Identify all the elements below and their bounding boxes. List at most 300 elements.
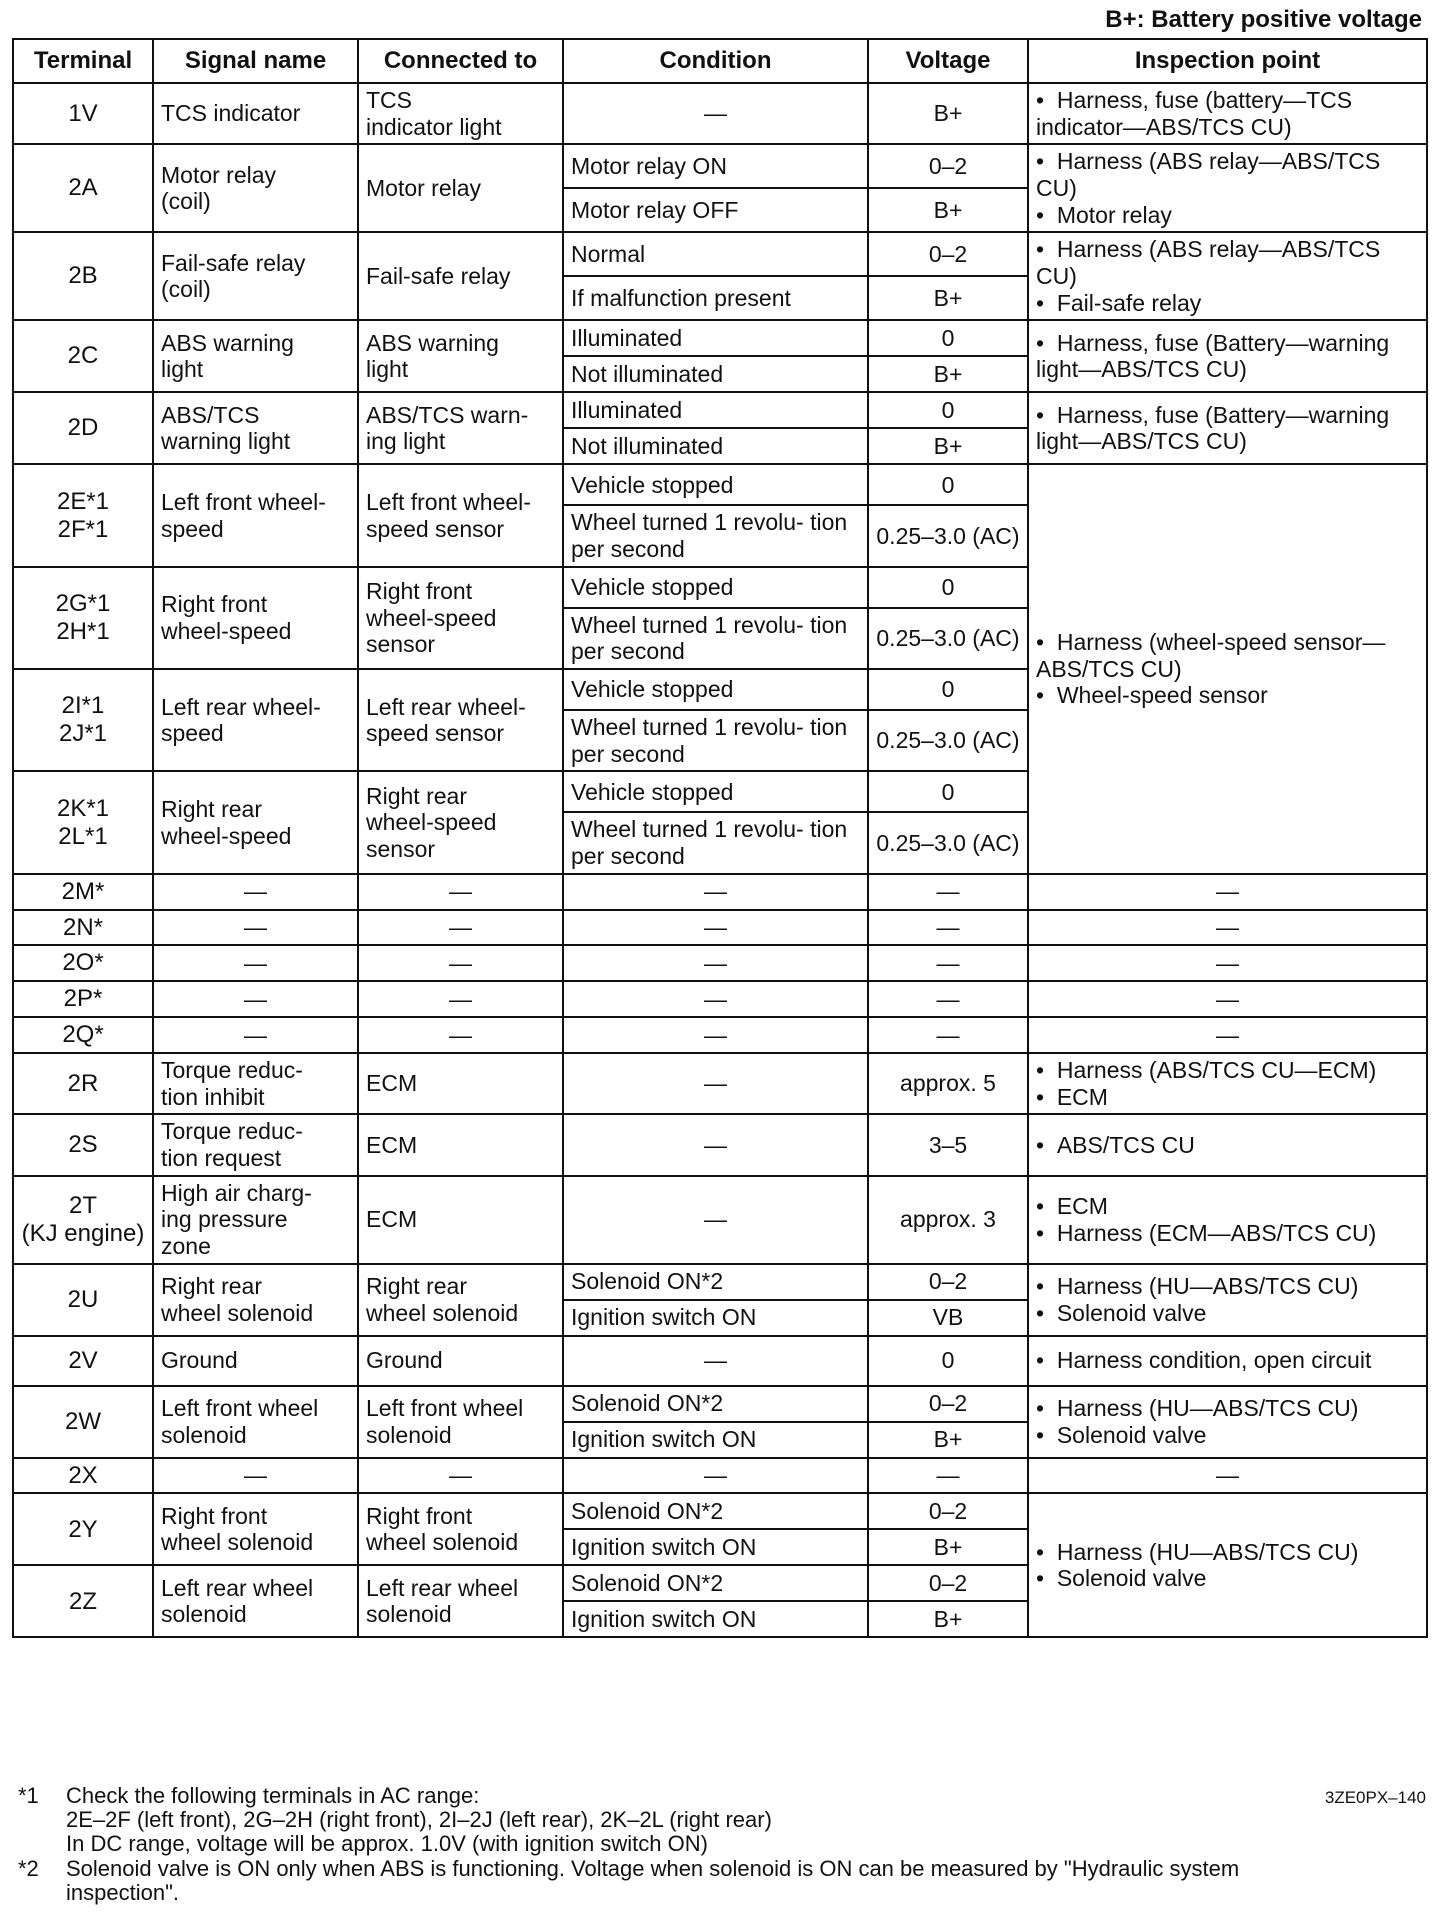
signal-name-cell [153, 1176, 358, 1264]
signal-name-line: speed [161, 515, 224, 542]
terminal-cell [13, 392, 153, 464]
signal-name-line: Right front [161, 591, 268, 618]
signal-name-line: ABS warning [161, 329, 294, 356]
signal-name-line: — [244, 949, 267, 976]
inspection-item: • Harness (HU—ABS/TCS CU) [1036, 1395, 1419, 1422]
voltage-cell: B+ [868, 188, 1028, 232]
connected-to-line: Motor relay [366, 175, 482, 202]
condition-cell: — [563, 1176, 868, 1264]
connected-to-cell [358, 669, 563, 771]
connected-to-line: Right rear [366, 1272, 467, 1299]
voltage-cell: 0.25–3.0 (AC) [868, 608, 1028, 669]
connected-to-line: wheel-speed [366, 604, 497, 631]
terminal-label: 2S [68, 1130, 98, 1158]
voltage-cell: 0 [868, 669, 1028, 710]
connected-to-line: ABS warning [366, 329, 499, 356]
voltage-cell: 0–2 [868, 1565, 1028, 1601]
inspection-item: • Harness, fuse (battery—TCS indicator—ABS/TCS CU) [1036, 87, 1419, 140]
terminal-label: 2G*1 [55, 590, 111, 618]
header-inspection-point: Inspection point [1028, 39, 1427, 83]
inspection-item: • Harness (HU—ABS/TCS CU) [1036, 1539, 1419, 1566]
signal-name-line: Torque reduc- [161, 1056, 303, 1083]
connected-to-line: Right rear [366, 782, 467, 809]
connected-to-cell [358, 392, 563, 464]
connected-to-line: Right front [366, 577, 473, 604]
terminal-cell [13, 1458, 153, 1494]
terminal-cell [13, 464, 153, 566]
footnote-line: Solenoid valve is ON only when ABS is functioning. Voltage when solenoid is ON can be measured by "Hydraulic system [66, 1855, 1240, 1881]
inspection-point-cell [1028, 981, 1427, 1017]
signal-name-cell [153, 1114, 358, 1175]
inspection-point-cell [1028, 232, 1427, 320]
inspection-point-cell [1028, 1458, 1427, 1494]
voltage-cell: approx. 3 [868, 1176, 1028, 1264]
table-row [13, 232, 1427, 276]
condition-cell: Ignition switch ON [563, 1529, 868, 1565]
terminal-label: 2T [68, 1191, 97, 1219]
inspection-item: • Motor relay [1036, 202, 1419, 229]
inspection-item: • Solenoid valve [1036, 1300, 1419, 1327]
connected-to-cell [358, 981, 563, 1017]
signal-name-line: wheel solenoid [161, 1299, 314, 1326]
inspection-point-cell [1028, 464, 1427, 873]
footnotes [18, 1784, 1428, 1905]
condition-cell: Vehicle stopped [563, 464, 868, 505]
condition-cell: Illuminated [563, 320, 868, 356]
header-voltage: Voltage [868, 39, 1028, 83]
terminal-label: 2W [65, 1407, 101, 1435]
footnote-line: 2E–2F (left front), 2G–2H (right front), 2I–2J (left rear), 2K–2L (right rear) [66, 1807, 772, 1833]
inspection-item: • ECM [1036, 1193, 1419, 1220]
terminal-label: 2V [68, 1346, 98, 1374]
table-row [13, 320, 1427, 356]
voltage-cell: 0–2 [868, 1386, 1028, 1422]
voltage-cell: 0–2 [868, 1264, 1028, 1300]
signal-name-line: — [244, 1462, 267, 1489]
signal-name-cell [153, 1386, 358, 1458]
inspection-point-cell [1028, 83, 1427, 144]
connected-to-cell [358, 1114, 563, 1175]
table-row [13, 1017, 1427, 1053]
voltage-cell: 0.25–3.0 (AC) [868, 710, 1028, 771]
terminal-cell [13, 1053, 153, 1114]
header-connected-to: Connected to [358, 39, 563, 83]
condition-cell: Vehicle stopped [563, 567, 868, 608]
signal-name-line: zone [161, 1232, 211, 1259]
terminal-cell [13, 1017, 153, 1053]
connected-to-line: ECM [366, 1070, 418, 1097]
signal-name-cell [153, 669, 358, 771]
inspection-point-cell [1028, 1264, 1427, 1336]
signal-name-line: solenoid [161, 1421, 247, 1448]
connected-to-cell [358, 910, 563, 946]
connected-to-line: TCS [366, 87, 412, 113]
signal-name-cell [153, 392, 358, 464]
terminal-spec-table [12, 38, 1428, 1638]
terminal-label: 2D [67, 414, 99, 442]
terminal-cell [13, 771, 153, 873]
condition-cell: Motor relay ON [563, 144, 868, 188]
signal-name-line: TCS indicator [161, 100, 301, 127]
terminal-cell [13, 567, 153, 669]
condition-cell: Illuminated [563, 392, 868, 428]
terminal-cell [13, 910, 153, 946]
table-row [13, 144, 1427, 188]
condition-cell: — [563, 1458, 868, 1494]
signal-name-line: — [244, 1021, 267, 1048]
signal-name-line: wheel solenoid [161, 1529, 314, 1556]
connected-to-line: — [449, 949, 472, 976]
terminal-label: 2A [68, 174, 98, 202]
inspection-item: • Harness (ECM—ABS/TCS CU) [1036, 1220, 1419, 1247]
signal-name-line: Motor relay [161, 161, 277, 188]
condition-cell: Motor relay OFF [563, 188, 868, 232]
table-row [13, 1176, 1427, 1264]
voltage-cell: 0 [868, 567, 1028, 608]
connected-to-line: Right front [366, 1502, 473, 1529]
inspection-item: • ECM [1036, 1084, 1419, 1111]
footnote-line: inspection". [66, 1879, 179, 1905]
connected-to-cell [358, 945, 563, 981]
signal-name-cell [153, 232, 358, 320]
connected-to-cell [358, 83, 563, 144]
condition-cell: — [563, 1336, 868, 1386]
voltage-cell: — [868, 981, 1028, 1017]
signal-name-cell [153, 771, 358, 873]
connected-to-line: Ground [366, 1347, 443, 1374]
terminal-label: 2K*1 [56, 794, 110, 822]
terminal-cell [13, 1176, 153, 1264]
signal-name-line: tion request [161, 1144, 282, 1171]
table-row [13, 83, 1427, 144]
voltage-legend: B+: Battery positive voltage [1105, 6, 1422, 33]
voltage-cell: — [868, 1017, 1028, 1053]
inspection-item: • Fail-safe relay [1036, 290, 1419, 317]
connected-to-line: Fail-safe relay [366, 263, 511, 290]
connected-to-line: Left rear wheel [366, 1574, 519, 1601]
inspection-item: • Harness (ABS relay—ABS/TCS CU) [1036, 236, 1419, 289]
header-signal-name: Signal name [153, 39, 358, 83]
terminal-cell [13, 1565, 153, 1637]
condition-cell: Wheel turned 1 revolu- tion per second [563, 505, 868, 566]
condition-cell: Wheel turned 1 revolu- tion per second [563, 710, 868, 771]
inspection-point-cell [1028, 1017, 1427, 1053]
signal-name-cell [153, 981, 358, 1017]
terminal-label: 2Y [68, 1515, 98, 1543]
voltage-cell: approx. 5 [868, 1053, 1028, 1114]
connected-to-line: wheel solenoid [366, 1529, 519, 1556]
connected-to-line: — [449, 1462, 472, 1489]
connected-to-cell [358, 1176, 563, 1264]
connected-to-cell [358, 1565, 563, 1637]
table-row [13, 1386, 1427, 1422]
signal-name-cell [153, 874, 358, 910]
condition-cell: — [563, 1114, 868, 1175]
voltage-cell: — [868, 874, 1028, 910]
footnote [18, 1784, 1428, 1857]
footnote-mark: *2 [18, 1855, 39, 1881]
voltage-cell: 0 [868, 392, 1028, 428]
signal-name-cell [153, 1565, 358, 1637]
connected-to-cell [358, 320, 563, 392]
connected-to-line: ECM [366, 1206, 418, 1233]
inspection-point-cell [1028, 874, 1427, 910]
signal-name-line: — [244, 914, 267, 941]
inspection-point-cell [1028, 1493, 1427, 1637]
signal-name-line: Left front wheel [161, 1394, 319, 1421]
connected-to-line: solenoid [366, 1601, 452, 1628]
voltage-cell: B+ [868, 83, 1028, 144]
condition-cell: — [563, 83, 868, 144]
terminal-label: 2E*1 [56, 487, 110, 515]
signal-name-line: solenoid [161, 1601, 247, 1628]
inspection-point-cell [1028, 1053, 1427, 1114]
table-header-row [13, 39, 1427, 83]
connected-to-line: — [449, 878, 472, 905]
connected-to-cell [358, 464, 563, 566]
inspection-item: • Harness (ABS/TCS CU—ECM) [1036, 1057, 1419, 1084]
signal-name-cell [153, 1053, 358, 1114]
terminal-cell [13, 1336, 153, 1386]
voltage-cell: 0.25–3.0 (AC) [868, 812, 1028, 873]
inspection-point-cell [1028, 1176, 1427, 1264]
terminal-label: 2M* [61, 877, 105, 905]
terminal-cell [13, 874, 153, 910]
condition-cell: Solenoid ON*2 [563, 1493, 868, 1529]
inspection-item: — [1216, 1462, 1239, 1489]
connected-to-cell [358, 1458, 563, 1494]
terminal-cell [13, 83, 153, 144]
table-row [13, 392, 1427, 428]
signal-name-line: Left rear wheel [161, 1574, 314, 1601]
signal-name-cell [153, 83, 358, 144]
terminal-label: 2H*1 [56, 617, 110, 645]
condition-cell: Ignition switch ON [563, 1601, 868, 1637]
footnote [18, 1857, 1428, 1905]
terminal-label: 2R [67, 1069, 99, 1097]
signal-name-cell [153, 1264, 358, 1336]
terminal-label: 2Z [68, 1587, 97, 1615]
voltage-cell: B+ [868, 356, 1028, 392]
connected-to-cell [358, 232, 563, 320]
header-terminal: Terminal [13, 39, 153, 83]
connected-to-line: speed sensor [366, 515, 505, 542]
inspection-item: • Harness, fuse (Battery—warning light—ABS/TCS CU) [1036, 402, 1419, 455]
inspection-item: — [1216, 985, 1239, 1012]
terminal-cell [13, 981, 153, 1017]
connected-to-line: light [366, 356, 409, 383]
signal-name-line: light [161, 356, 204, 383]
condition-cell: If malfunction present [563, 276, 868, 320]
condition-cell: Wheel turned 1 revolu- tion per second [563, 812, 868, 873]
connected-to-cell [358, 1493, 563, 1565]
signal-name-cell [153, 464, 358, 566]
table-row [13, 464, 1427, 505]
voltage-cell: 0 [868, 1336, 1028, 1386]
footnote-mark: *1 [18, 1783, 39, 1808]
voltage-cell: 3–5 [868, 1114, 1028, 1175]
terminal-cell [13, 1493, 153, 1565]
connected-to-line: sensor [366, 835, 436, 862]
signal-name-cell [153, 1458, 358, 1494]
table-row [13, 1053, 1427, 1114]
table-row [13, 874, 1427, 910]
condition-cell: — [563, 981, 868, 1017]
voltage-cell: 0–2 [868, 232, 1028, 276]
table-row [13, 945, 1427, 981]
voltage-cell: B+ [868, 276, 1028, 320]
table-row [13, 981, 1427, 1017]
condition-cell: Ignition switch ON [563, 1300, 868, 1336]
connected-to-line: — [449, 985, 472, 1012]
voltage-cell: 0 [868, 320, 1028, 356]
connected-to-line: ing light [366, 428, 446, 455]
inspection-point-cell [1028, 392, 1427, 464]
signal-name-cell [153, 945, 358, 981]
connected-to-line: ECM [366, 1131, 418, 1158]
voltage-cell: 0 [868, 464, 1028, 505]
inspection-point-cell [1028, 144, 1427, 232]
connected-to-line: sensor [366, 631, 436, 658]
signal-name-line: Ground [161, 1347, 238, 1374]
terminal-label: 2L*1 [58, 822, 108, 850]
connected-to-cell [358, 1264, 563, 1336]
condition-cell: Solenoid ON*2 [563, 1264, 868, 1300]
terminal-label: 2X [68, 1461, 98, 1489]
signal-name-line: Left front wheel- [161, 488, 326, 515]
signal-name-line: Right rear [161, 1272, 262, 1299]
signal-name-line: ABS/TCS [161, 401, 260, 428]
inspection-item: — [1216, 949, 1239, 976]
voltage-cell: VB [868, 1300, 1028, 1336]
terminal-cell [13, 144, 153, 232]
condition-cell: Solenoid ON*2 [563, 1565, 868, 1601]
voltage-cell: B+ [868, 1601, 1028, 1637]
condition-cell: — [563, 945, 868, 981]
connected-to-line: wheel solenoid [366, 1299, 519, 1326]
inspection-item: • Harness (ABS relay—ABS/TCS CU) [1036, 148, 1419, 201]
signal-name-line: warning light [161, 428, 291, 455]
signal-name-line: ing pressure [161, 1206, 288, 1233]
terminal-cell [13, 232, 153, 320]
connected-to-line: ABS/TCS warn- [366, 401, 529, 428]
terminal-label: 2C [67, 342, 99, 370]
signal-name-line: wheel-speed [161, 822, 292, 849]
signal-name-line: (coil) [161, 276, 211, 303]
terminal-cell [13, 669, 153, 771]
connected-to-line: speed sensor [366, 720, 505, 747]
inspection-item: • Solenoid valve [1036, 1422, 1419, 1449]
terminal-label: 2B [68, 262, 98, 290]
condition-cell: Normal [563, 232, 868, 276]
connected-to-line: Left front wheel- [366, 488, 531, 515]
condition-cell: Vehicle stopped [563, 771, 868, 812]
figure-id: 3ZE0PX–140 [1324, 1788, 1426, 1807]
voltage-cell: 0–2 [868, 144, 1028, 188]
connected-to-line: Left front wheel [366, 1394, 524, 1421]
voltage-cell: — [868, 945, 1028, 981]
inspection-item: • Wheel-speed sensor [1036, 682, 1419, 709]
inspection-item: • Harness (HU—ABS/TCS CU) [1036, 1273, 1419, 1300]
connected-to-line: indicator light [366, 113, 502, 140]
signal-name-cell [153, 144, 358, 232]
connected-to-line: solenoid [366, 1421, 452, 1448]
inspection-item: • Harness, fuse (Battery—warning light—ABS/TCS CU) [1036, 330, 1419, 383]
table-row [13, 1493, 1427, 1529]
signal-name-line: Right front [161, 1502, 268, 1529]
terminal-label: 2O* [62, 949, 104, 977]
inspection-item: • Solenoid valve [1036, 1565, 1419, 1592]
inspection-point-cell [1028, 1336, 1427, 1386]
inspection-point-cell [1028, 320, 1427, 392]
terminal-label: 2F*1 [57, 515, 109, 543]
terminal-cell [13, 1114, 153, 1175]
voltage-cell: — [868, 910, 1028, 946]
footnote-line: In DC range, voltage will be approx. 1.0V (with ignition switch ON) [66, 1831, 708, 1857]
connected-to-cell [358, 567, 563, 669]
signal-name-line: Right rear [161, 795, 262, 822]
terminal-cell [13, 945, 153, 981]
table-row [13, 1114, 1427, 1175]
condition-cell: Not illuminated [563, 356, 868, 392]
condition-cell: — [563, 874, 868, 910]
terminal-label: 2N* [62, 913, 104, 941]
inspection-item: • Harness (wheel-speed sensor—ABS/TCS CU) [1036, 629, 1419, 682]
connected-to-cell [358, 874, 563, 910]
footnote-line: Check the following terminals in AC range: [66, 1783, 480, 1808]
voltage-cell: B+ [868, 1529, 1028, 1565]
signal-name-cell [153, 567, 358, 669]
signal-name-line: — [244, 985, 267, 1012]
table-body [13, 83, 1427, 1637]
voltage-cell: 0–2 [868, 1493, 1028, 1529]
terminal-label: 1V [68, 99, 98, 127]
signal-name-line: Left rear wheel- [161, 693, 321, 720]
inspection-item: • ABS/TCS CU [1036, 1132, 1419, 1159]
terminal-label: 2U [67, 1285, 99, 1313]
inspection-point-cell [1028, 1386, 1427, 1458]
signal-name-line: — [244, 878, 267, 905]
terminal-label: 2I*1 [61, 692, 105, 720]
header-condition: Condition [563, 39, 868, 83]
terminal-label: 2J*1 [58, 720, 108, 748]
inspection-item: — [1216, 914, 1239, 941]
terminal-label: (KJ engine) [21, 1219, 145, 1247]
inspection-point-cell [1028, 910, 1427, 946]
condition-cell: Solenoid ON*2 [563, 1386, 868, 1422]
terminal-cell [13, 1386, 153, 1458]
table-row [13, 1336, 1427, 1386]
terminal-label: 2P* [63, 985, 103, 1013]
signal-name-line: Fail-safe relay [161, 249, 306, 276]
condition-cell: — [563, 1017, 868, 1053]
signal-name-line: High air charg- [161, 1179, 312, 1206]
signal-name-line: tion inhibit [161, 1083, 265, 1110]
inspection-item: • Harness condition, open circuit [1036, 1347, 1419, 1374]
signal-name-cell [153, 910, 358, 946]
condition-cell: Not illuminated [563, 428, 868, 464]
signal-name-line: speed [161, 720, 224, 747]
voltage-cell: B+ [868, 428, 1028, 464]
terminal-label: 2Q* [62, 1021, 104, 1049]
terminal-cell [13, 320, 153, 392]
voltage-cell: 0.25–3.0 (AC) [868, 505, 1028, 566]
voltage-cell: B+ [868, 1422, 1028, 1458]
inspection-point-cell [1028, 1114, 1427, 1175]
voltage-cell: 0 [868, 771, 1028, 812]
table-row [13, 1458, 1427, 1494]
condition-cell: — [563, 1053, 868, 1114]
